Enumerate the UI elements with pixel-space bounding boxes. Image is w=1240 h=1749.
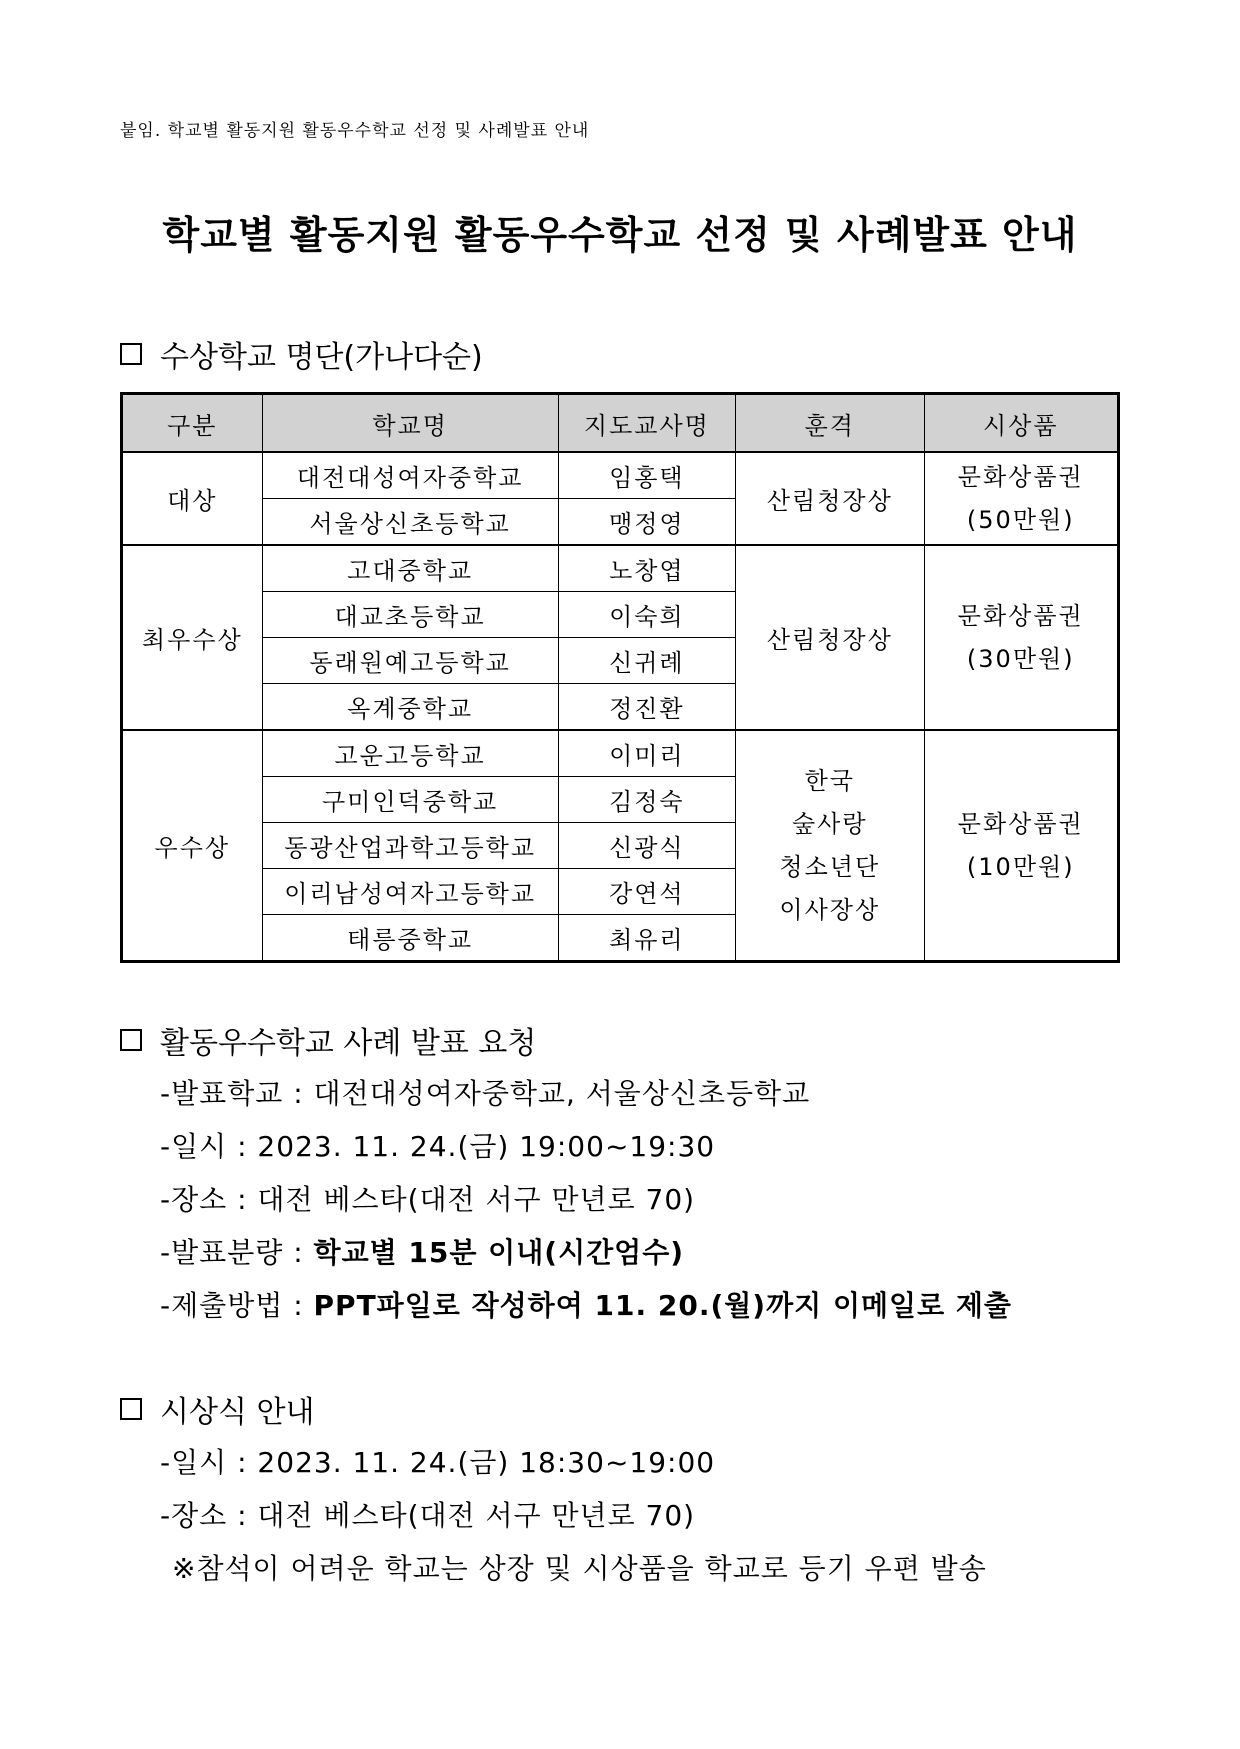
school-cell: 대전대성여자중학교 [262,452,558,499]
presentation-venue-line: -장소 : 대전 베스타(대전 서구 만년로 70) [160,1183,696,1216]
checkbox-square-icon [120,343,142,365]
prize-line: 문화상품권 [957,809,1084,838]
teacher-cell: 이미리 [558,730,735,777]
column-header: 구분 [122,394,263,453]
school-cell: 이리남성여자고등학교 [262,869,558,915]
prize-amount: (30만원) [966,644,1075,673]
presentation-datetime-line: -일시 : 2023. 11. 24.(금) 19:00~19:30 [160,1130,716,1163]
submission-value: PPT파일로 작성하여 11. 20.(월)까지 이메일로 제출 [313,1289,1012,1322]
prize-cell [924,545,1119,730]
school-cell: 동광산업과학고등학교 [262,823,558,869]
table-row [122,452,1119,499]
table-row [122,545,1119,592]
teacher-cell: 신귀례 [558,638,735,684]
teacher-cell: 신광식 [558,823,735,869]
prize-amount: (50만원) [966,505,1075,534]
checkbox-square-icon [120,1029,142,1051]
category-cell: 우수상 [122,730,263,962]
school-cell: 구미인덕중학교 [262,777,558,823]
column-header: 시상품 [924,394,1119,453]
school-cell: 고대중학교 [262,545,558,592]
prize-amount: (10만원) [966,852,1075,881]
table-header-row [122,394,1119,453]
attachment-label: 붙임. 학교별 활동지원 활동우수학교 선정 및 사례발표 안내 [120,121,590,141]
duration-label: -발표분량 : [160,1236,314,1269]
ceremony-datetime-line: -일시 : 2023. 11. 24.(금) 18:30~19:00 [160,1446,716,1479]
teacher-cell: 맹정영 [558,499,735,546]
submission-line [160,1284,1012,1324]
honor-line: 이사장상 [779,895,881,924]
duration-value: 학교별 15분 이내(시간엄수) [313,1236,685,1269]
section-heading-text: 수상학교 명단(가나다순) [160,340,483,375]
honor-cell [736,730,924,962]
column-header: 학교명 [262,394,558,453]
column-header: 훈격 [736,394,924,453]
honor-line: 숲사랑 [792,809,868,838]
section-heading-ceremony [120,1387,314,1431]
section-heading-text: 시상식 안내 [160,1395,315,1430]
presenters-line: -발표학교 : 대전대성여자중학교, 서울상신초등학교 [160,1077,811,1110]
checkbox-square-icon [120,1398,142,1420]
school-cell: 고운고등학교 [262,730,558,777]
school-cell: 옥계중학교 [262,684,558,731]
teacher-cell: 강연석 [558,869,735,915]
prize-line: 문화상품권 [957,601,1084,630]
submission-label: -제출방법 : [160,1289,314,1322]
teacher-cell: 김정숙 [558,777,735,823]
honor-line: 한국 [804,766,855,795]
teacher-cell: 임홍택 [558,452,735,499]
table-row [122,730,1119,777]
document-title: 학교별 활동지원 활동우수학교 선정 및 사례발표 안내 [162,213,1078,257]
school-cell: 서울상신초등학교 [262,499,558,546]
teacher-cell: 이숙희 [558,592,735,638]
awards-table [120,392,1120,963]
school-cell: 동래원예고등학교 [262,638,558,684]
ceremony-venue-line: -장소 : 대전 베스타(대전 서구 만년로 70) [160,1499,696,1532]
prize-cell [924,730,1119,962]
duration-line [160,1231,684,1271]
ceremony-note: ※참석이 어려운 학교는 상장 및 시상품을 학교로 등기 우편 발송 [172,1552,987,1585]
section-heading-presentation [120,1018,536,1062]
honor-line: 청소년단 [779,852,881,881]
school-cell: 대교초등학교 [262,592,558,638]
teacher-cell: 최유리 [558,915,735,962]
honor-cell: 산림청장상 [736,452,924,545]
school-cell: 태릉중학교 [262,915,558,962]
category-cell: 대상 [122,452,263,545]
prize-line: 문화상품권 [957,462,1084,491]
honor-cell: 산림청장상 [736,545,924,730]
teacher-cell: 노창엽 [558,545,735,592]
teacher-cell: 정진환 [558,684,735,731]
section-heading-text: 활동우수학교 사례 발표 요청 [160,1026,537,1061]
category-cell: 최우수상 [122,545,263,730]
section-heading-awards [120,332,483,376]
prize-cell [924,452,1119,545]
column-header: 지도교사명 [558,394,735,453]
